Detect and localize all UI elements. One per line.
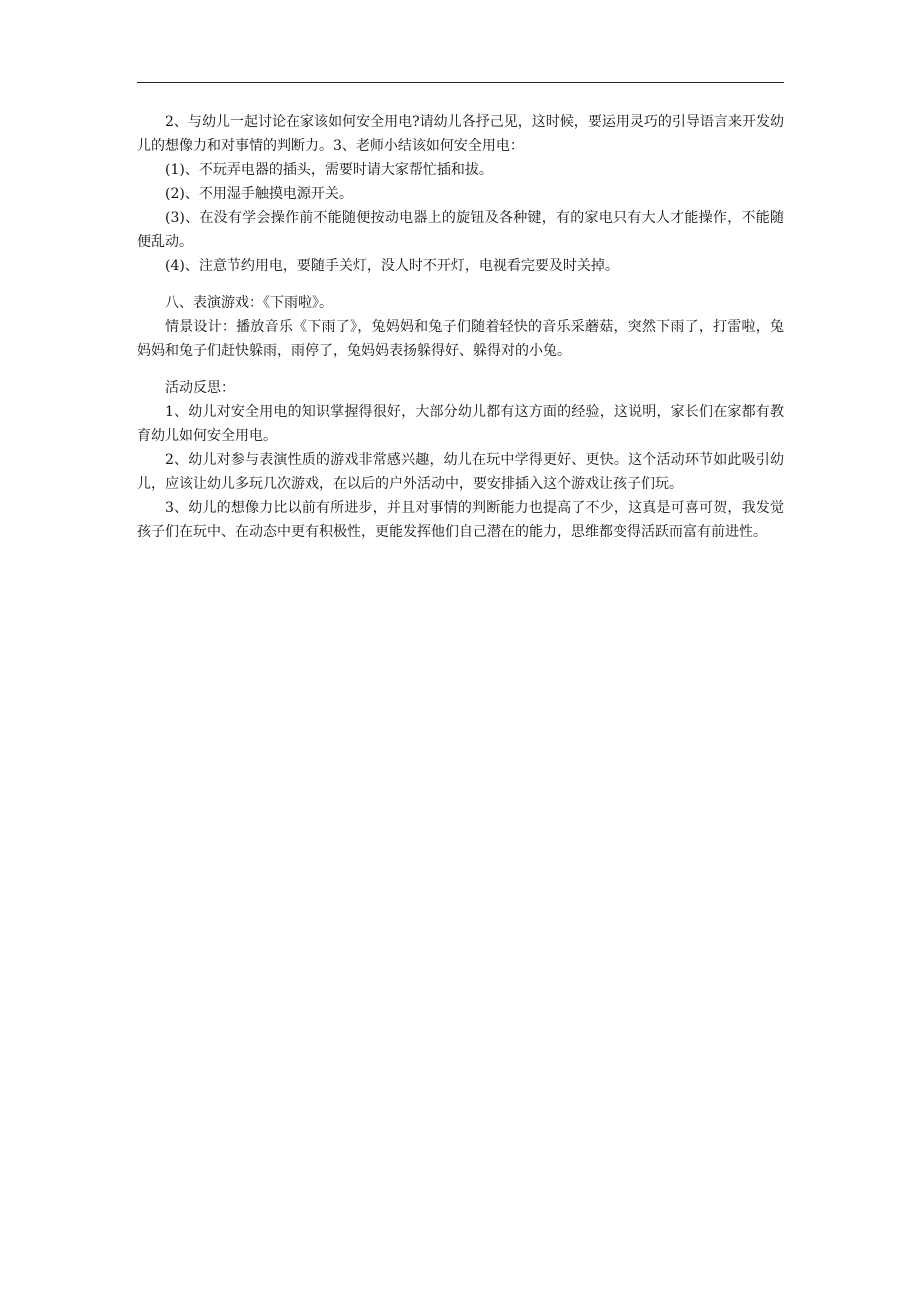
paragraph-reflection-1: 1、幼儿对安全用电的知识掌握得很好，大部分幼儿都有这方面的经验，这说明，家长们在家都有教育幼儿如何安全用电。 (137, 404, 784, 444)
paragraph-rule-1: (1)、不玩弄电器的插头，需要时请大家帮忙插和拔。 (165, 162, 493, 178)
paragraph-rule-2: (2)、不用湿手触摸电源开关。 (165, 186, 353, 202)
document-body (137, 110, 784, 544)
header-rule (137, 82, 784, 83)
section-heading-reflection: 活动反思： (165, 380, 235, 396)
paragraph-reflection-3: 3、幼儿的想像力比以前有所进步，并且对事情的判断能力也提高了不少，这真是可喜可贺，我发觉孩子们在玩中、在动态中更有积极性，更能发挥他们自己潜在的能力，思维都变得活跃而富有前进性。 (137, 500, 784, 540)
section-gap (137, 278, 784, 291)
section-heading-game: 八、表演游戏：《下雨啦》。 (165, 295, 333, 311)
paragraph-reflection-2: 2、幼儿对参与表演性质的游戏非常感兴趣，幼儿在玩中学得更好、更快。这个活动环节如此吸引幼儿，应该让幼儿多玩几次游戏，在以后的户外活动中，要安排插入这个游戏让孩子们玩。 (137, 452, 784, 492)
section-gap (137, 363, 784, 376)
paragraph-discussion: 2、与幼儿一起讨论在家该如何安全用电?请幼儿各抒己见，这时候，要运用灵巧的引导语言来开发幼儿的想像力和对事情的判断力。3、老师小结该如何安全用电： (137, 114, 784, 154)
paragraph-scene-design: 情景设计：播放音乐《下雨了》，兔妈妈和兔子们随着轻快的音乐采蘑菇，突然下雨了，打雷啦，兔妈妈和兔子们赶快躲雨，雨停了，兔妈妈表扬躲得好、躲得对的小兔。 (137, 319, 784, 359)
paragraph-rule-4: (4)、注意节约用电，要随手关灯，没人时不开灯，电视看完要及时关掉。 (165, 258, 619, 274)
paragraph-rule-3: (3)、在没有学会操作前不能随便按动电器上的旋钮及各种键，有的家电只有大人才能操作，不能随便乱动。 (137, 210, 784, 250)
